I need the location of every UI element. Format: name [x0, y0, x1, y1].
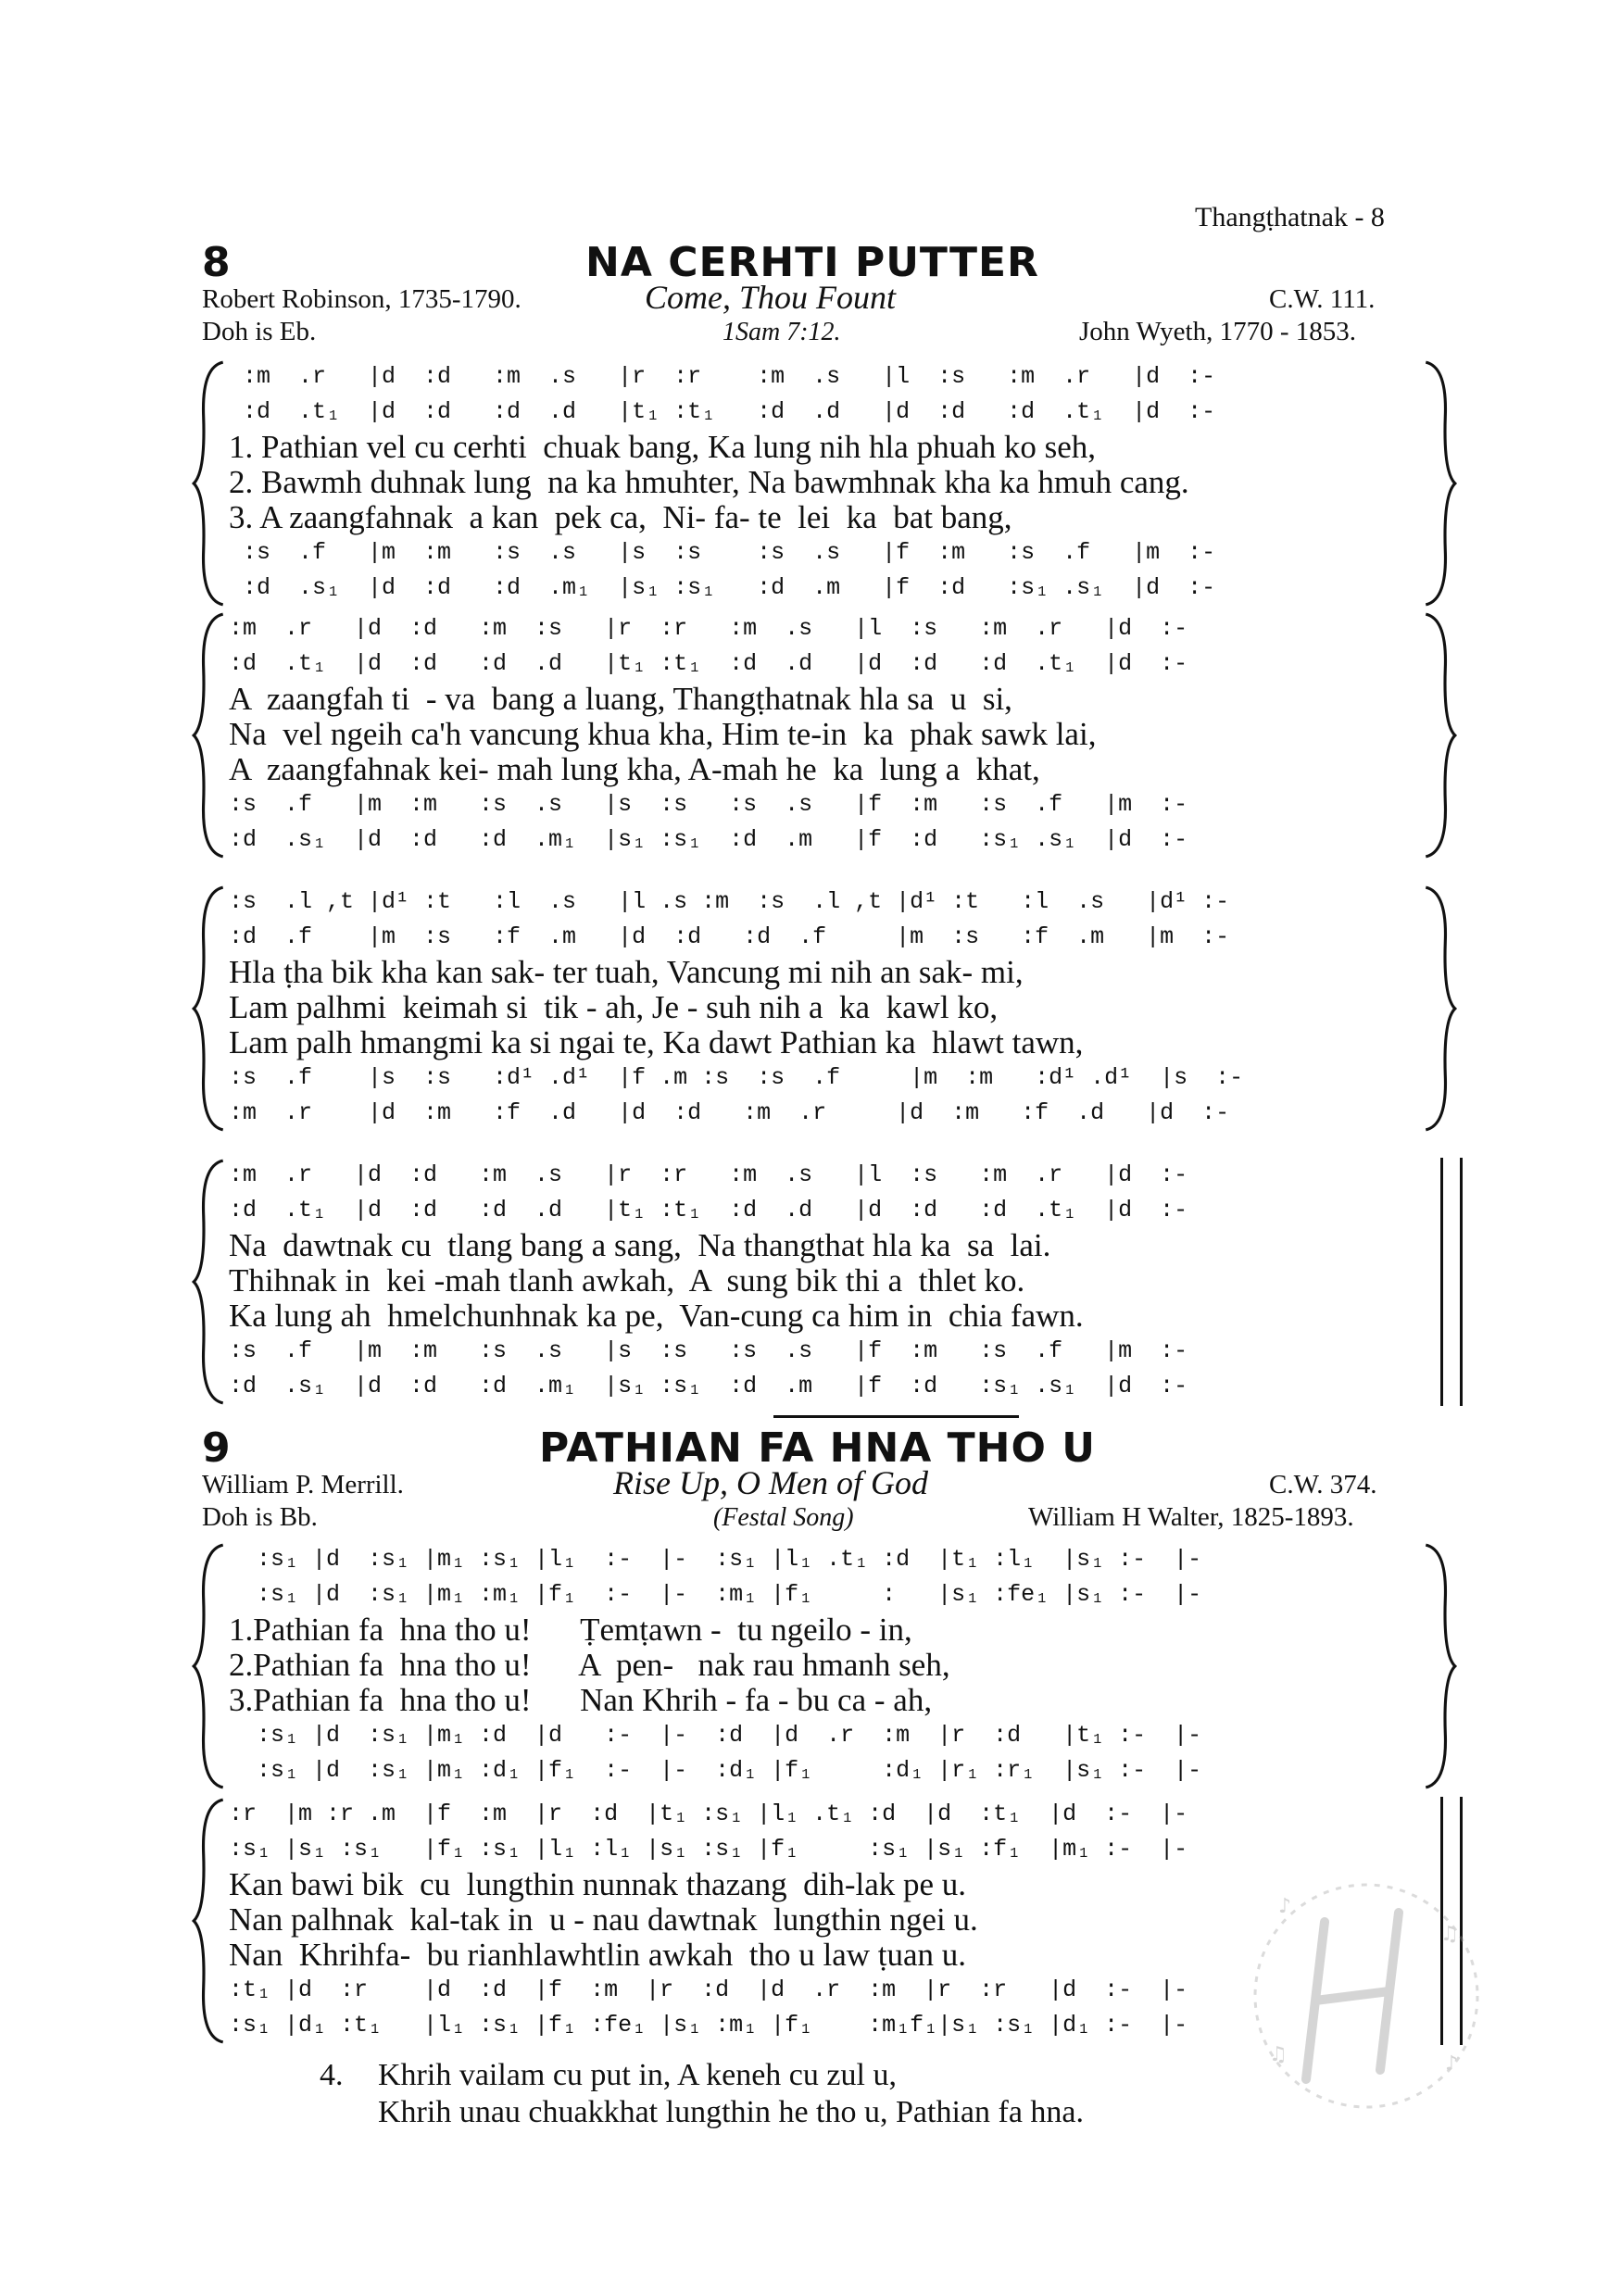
svg-text:♫: ♫	[1269, 2043, 1288, 2066]
soprano-solfa: :m .r |d :d :m .s |r :r :m .s |l :s :m .r |d :-	[229, 363, 1216, 390]
hymn-9-catalog: C.W. 374.	[1269, 1470, 1377, 1499]
lyric-verse-2: 2. Bawmh duhnak lung na ka hmuhter, Na bawmhnak kha ka hmuh cang.	[229, 465, 1189, 500]
right-brace	[1420, 611, 1459, 859]
hymn-9-author: William P. Merrill.	[202, 1470, 404, 1499]
hymn-8-number: 8	[202, 239, 231, 286]
hymn-9-system-1	[199, 1542, 1422, 1790]
hymn-8-author: Robert Robinson, 1735-1790.	[202, 284, 521, 314]
lyric-verse-3: Ka lung ah hmelchunhnak ka pe, Van-cung ca him in chia fawn.	[229, 1299, 1084, 1334]
verse-4-line-2: Khrih unau chuakkhat lungthin he tho u, Pathian fa hna.	[378, 2095, 1084, 2129]
hymn-8-title: NA CERHTI PUTTER	[585, 239, 1039, 286]
lyric-verse-3: 3. A zaangfahnak a kan pek ca, Ni- fa- te lei ka bat bang,	[229, 500, 1012, 535]
hymn-9-subtitle: (Festal Song)	[713, 1503, 854, 1532]
alto-solfa: :d .f |m :s :f .m |d :d :d .f |m :s :f .m |m :-	[229, 923, 1230, 950]
hymn-8-catalog: C.W. 111.	[1269, 284, 1376, 314]
hymn-8-system-4	[199, 1158, 1422, 1406]
bass-solfa: :m .r |d :m :f .d |d :d :m .r |d :m :f .d |d :-	[229, 1099, 1230, 1126]
bass-solfa: :d .s₁ |d :d :d .m₁ |s₁ :s₁ :d .m |f :d :s₁ .s₁ |d :-	[229, 574, 1216, 601]
lyric-verse-2: Nan palhnak kal-tak in u - nau dawtnak lungthin ngei u.	[229, 1902, 978, 1938]
hymn-8-english-title: Come, Thou Fount	[645, 279, 897, 316]
right-brace	[1420, 885, 1459, 1133]
alto-solfa: :s₁ |s₁ :s₁ |f₁ :s₁ |l₁ :l₁ |s₁ :s₁ |f₁ :s₁ |s₁ :f₁ |m₁ :- |-	[229, 1836, 1188, 1863]
hymn-8-system-3	[199, 885, 1422, 1133]
soprano-solfa: :s₁ |d :s₁ |m₁ :s₁ |l₁ :- |- :s₁ |l₁ .t₁ :d |t₁ :l₁ |s₁ :- |-	[229, 1546, 1202, 1573]
left-brace	[190, 359, 229, 608]
soprano-solfa: :m .r |d :d :m :s |r :r :m .s |l :s :m .r |d :-	[229, 615, 1188, 642]
bass-solfa: :d .s₁ |d :d :d .m₁ |s₁ :s₁ :d .m |f :d :s₁ .s₁ |d :-	[229, 1373, 1188, 1399]
left-brace	[190, 1542, 229, 1790]
alto-solfa: :d .t₁ |d :d :d .d |t₁ :t₁ :d .d |d :d :d .t₁ |d :-	[229, 650, 1188, 677]
soprano-solfa: :m .r |d :d :m .s |r :r :m .s |l :s :m .r |d :-	[229, 1161, 1188, 1188]
soprano-solfa: :r |m :r .m |f :m |r :d |t₁ :s₁ |l₁ .t₁ :d |d :t₁ |d :- |-	[229, 1800, 1188, 1827]
alto-solfa: :d .t₁ |d :d :d .d |t₁ :t₁ :d .d |d :d :d .t₁ |d :-	[229, 1197, 1188, 1223]
hymn-8-key: Doh is Eb.	[202, 317, 317, 346]
verse-4-number: 4.	[320, 2058, 344, 2092]
hymn-8-scripture: 1Sam 7:12.	[723, 318, 841, 346]
svg-text:♫: ♫	[1440, 1923, 1459, 1946]
watermark-logo	[1241, 1857, 1491, 2135]
page-header: Thangṭhatnak - 8	[1195, 202, 1385, 232]
bass-solfa: :s₁ |d :s₁ |m₁ :d₁ |f₁ :- |- :d₁ |f₁ :d₁ |r₁ :r₁ |s₁ :- |-	[229, 1757, 1202, 1784]
lyric-verse-2: 2.Pathian fa hna tho u! A pen- nak rau hmanh seh,	[229, 1648, 950, 1683]
final-barline	[1440, 1158, 1463, 1406]
lyric-verse-1: Na dawtnak cu tlang bang a sang, Na thangthat hla ka sa lai.	[229, 1228, 1051, 1263]
left-brace	[190, 611, 229, 859]
section-divider	[773, 1415, 1019, 1418]
hymn-9-composer: William H Walter, 1825-1893.	[1028, 1502, 1354, 1532]
tenor-solfa: :s .f |s :s :d¹ .d¹ |f .m :s :s .f |m :m :d¹ .d¹ |s :-	[229, 1064, 1244, 1091]
left-brace	[190, 1158, 229, 1406]
left-brace	[190, 1797, 229, 2045]
verse-4-line-1: Khrih vailam cu put in, A keneh cu zul u,	[378, 2058, 897, 2092]
lyric-verse-3: Lam palh hmangmi ka si ngai te, Ka dawt Pathian ka hlawt tawn,	[229, 1025, 1084, 1060]
tenor-solfa: :s .f |m :m :s .s |s :s :s .s |f :m :s .f |m :-	[229, 791, 1188, 818]
left-brace	[190, 885, 229, 1133]
hymn-9-key: Doh is Bb.	[202, 1502, 318, 1532]
lyric-verse-2: Lam palhmi keimah si tik - ah, Je - suh nih a ka kawl ko,	[229, 990, 999, 1025]
lyric-verse-1: 1.Pathian fa hna tho u! Ṭemṭawn - tu ngeilo - in,	[229, 1612, 912, 1648]
hymn-8-system-1	[199, 359, 1422, 608]
lyric-verse-2: Na vel ngeih ca'h vancung khua kha, Him te-in ka phak sawk lai,	[229, 717, 1097, 752]
svg-text:♪: ♪	[1445, 2052, 1459, 2076]
lyric-verse-2: Thihnak in kei -mah tlanh awkah, A sung bik thi a thlet ko.	[229, 1263, 1025, 1299]
tenor-solfa: :t₁ |d :r |d :d |f :m |r :d |d .r :m |r :r |d :- |-	[229, 1976, 1188, 2003]
hymn-9-title: PATHIAN FA HNA THO U	[539, 1424, 1096, 1472]
tenor-solfa: :s₁ |d :s₁ |m₁ :d |d :- |- :d |d .r :m |r :d |t₁ :- |-	[229, 1722, 1202, 1749]
tenor-solfa: :s .f |m :m :s .s |s :s :s .s |f :m :s .f |m :-	[229, 1337, 1188, 1364]
svg-text:♪: ♪	[1278, 1895, 1292, 1918]
bass-solfa: :d .s₁ |d :d :d .m₁ |s₁ :s₁ :d .m |f :d :s₁ .s₁ |d :-	[229, 826, 1188, 853]
hymn-9-system-2	[199, 1797, 1422, 2045]
alto-solfa: :d .t₁ |d :d :d .d |t₁ :t₁ :d .d |d :d :d .t₁ |d :-	[229, 398, 1216, 425]
hymn-8-system-2	[199, 611, 1422, 859]
lyric-verse-3: Nan Khrihfa- bu rianhlawhtlin awkah tho u law ṭuan u.	[229, 1938, 967, 1973]
lyric-verse-1: 1. Pathian vel cu cerhti chuak bang, Ka lung nih hla phuah ko seh,	[229, 430, 1097, 465]
lyric-verse-3: 3.Pathian fa hna tho u! Nan Khrih - fa - bu ca - ah,	[229, 1683, 933, 1718]
hymn-8-composer: John Wyeth, 1770 - 1853.	[1079, 317, 1356, 346]
lyric-verse-1: Hla ṭha bik kha kan sak- ter tuah, Vancung mi nih an sak- mi,	[229, 955, 1024, 990]
bass-solfa: :s₁ |d₁ :t₁ |l₁ :s₁ |f₁ :fe₁ |s₁ :m₁ |f₁ :m₁f₁|s₁ :s₁ |d₁ :- |-	[229, 2012, 1188, 2039]
lyric-verse-1: Kan bawi bik cu lungthin nunnak thazang dih-lak pe u.	[229, 1867, 967, 1902]
alto-solfa: :s₁ |d :s₁ |m₁ :m₁ |f₁ :- |- :m₁ |f₁ : |s₁ :fe₁ |s₁ :- |-	[229, 1581, 1202, 1608]
soprano-solfa: :s .l ,t |d¹ :t :l .s |l .s :m :s .l ,t |d¹ :t :l .s |d¹ :-	[229, 888, 1230, 915]
lyric-verse-1: A zaangfah ti - va bang a luang, Thangṭhatnak hla sa u si,	[229, 682, 1012, 717]
hymn-9-number: 9	[202, 1424, 231, 1472]
right-brace	[1420, 1542, 1459, 1790]
right-brace	[1420, 359, 1459, 608]
tenor-solfa: :s .f |m :m :s .s |s :s :s .s |f :m :s .f |m :-	[229, 539, 1216, 566]
hymn-9-english-title: Rise Up, O Men of God	[613, 1464, 928, 1501]
lyric-verse-3: A zaangfahnak kei- mah lung kha, A-mah he ka lung a khat,	[229, 752, 1040, 787]
